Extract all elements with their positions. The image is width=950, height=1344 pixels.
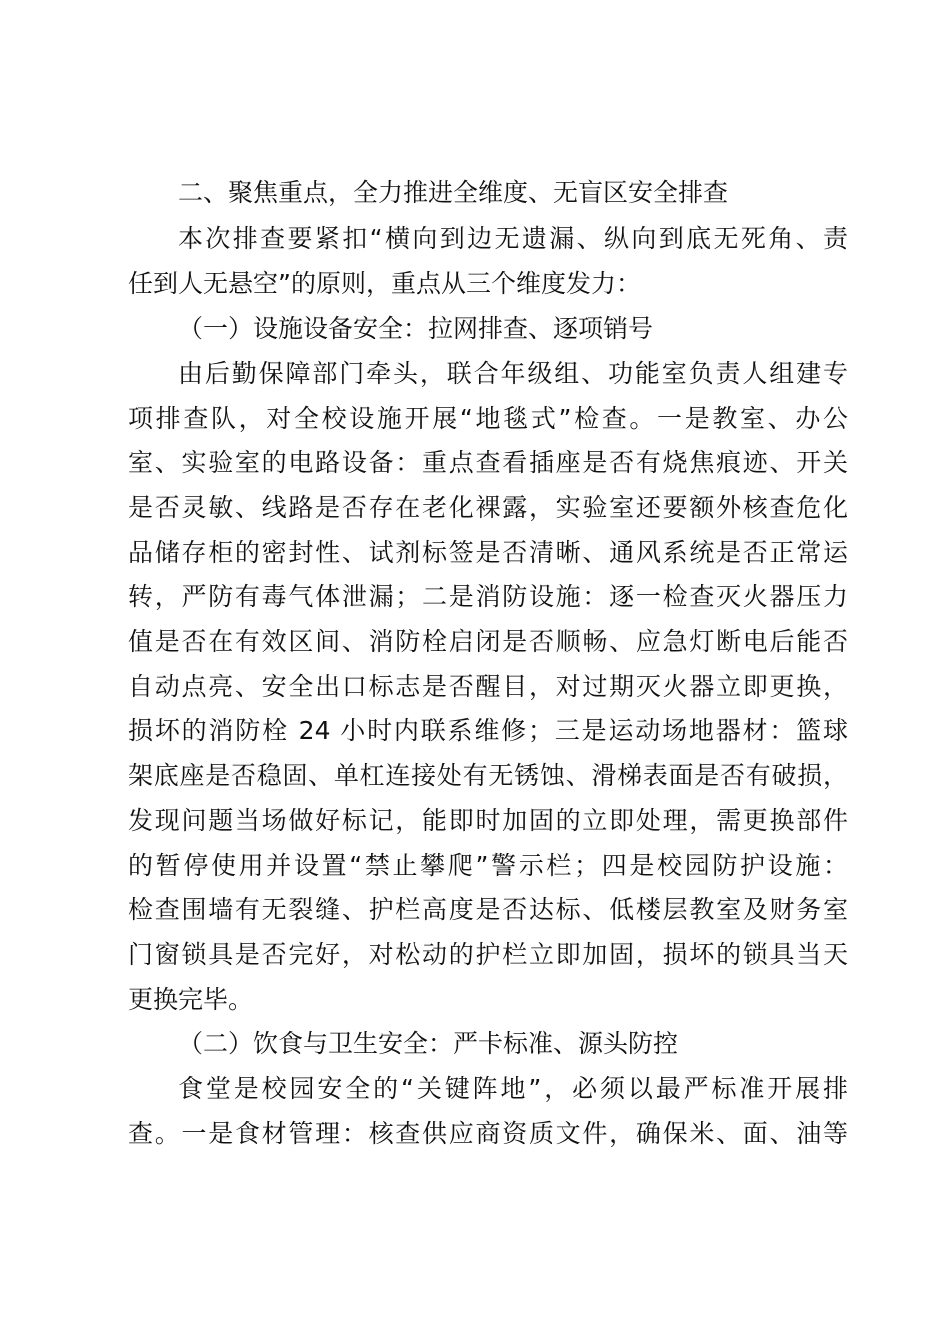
paragraph-line: 门窗锁具是否完好，对松动的护栏立即加固，损坏的锁具当天	[128, 940, 848, 969]
paragraph-line: 食堂是校园安全的“关键阵地”，必须以最严标准开展排	[178, 1074, 848, 1103]
paragraph-line: 室、实验室的电路设备：重点查看插座是否有烧焦痕迹、开关	[128, 448, 848, 477]
paragraph-line: 的暂停使用并设置“禁止攀爬”警示栏；四是校园防护设施：	[128, 851, 848, 880]
paragraph-line: 查。一是食材管理：核查供应商资质文件，确保米、面、油等	[128, 1119, 848, 1148]
subsection-heading-1: （一）设施设备安全：拉网排查、逐项销号	[178, 314, 654, 343]
section-heading-2: 二、聚焦重点，全力推进全维度、无盲区安全排查	[178, 178, 729, 207]
paragraph-line: 架底座是否稳固、单杠连接处有无锈蚀、滑梯表面是否有破损，	[128, 761, 848, 790]
paragraph-line: 项排查队，对全校设施开展“地毯式”检查。一是教室、办公	[128, 404, 848, 433]
paragraph-line: 发现问题当场做好标记，能即时加固的立即处理，需更换部件	[128, 806, 848, 835]
paragraph-line: 由后勤保障部门牵头，联合年级组、功能室负责人组建专	[178, 359, 848, 388]
paragraph-line: 检查围墙有无裂缝、护栏高度是否达标、低楼层教室及财务室	[128, 895, 848, 924]
paragraph-line: 是否灵敏、线路是否存在老化裸露，实验室还要额外核查危化	[128, 493, 848, 522]
paragraph-line: 任到人无悬空”的原则，重点从三个维度发力：	[128, 269, 641, 298]
subsection-heading-2: （二）饮食与卫生安全：严卡标准、源头防控	[178, 1029, 679, 1058]
paragraph-line: 值是否在有效区间、消防栓启闭是否顺畅、应急灯断电后能否	[128, 627, 848, 656]
paragraph-line: 自动点亮、安全出口标志是否醒目，对过期灭火器立即更换，	[128, 672, 848, 701]
paragraph-line: 损坏的消防栓 24 小时内联系维修；三是运动场地器材：篮球	[128, 716, 848, 745]
paragraph-line: 本次排查要紧扣“横向到边无遗漏、纵向到底无死角、责	[178, 224, 848, 253]
paragraph-line: 品储存柜的密封性、试剂标签是否清晰、通风系统是否正常运	[128, 538, 848, 567]
paragraph-line: 更换完毕。	[128, 985, 254, 1014]
paragraph-line: 转，严防有毒气体泄漏；二是消防设施：逐一检查灭火器压力	[128, 582, 848, 611]
